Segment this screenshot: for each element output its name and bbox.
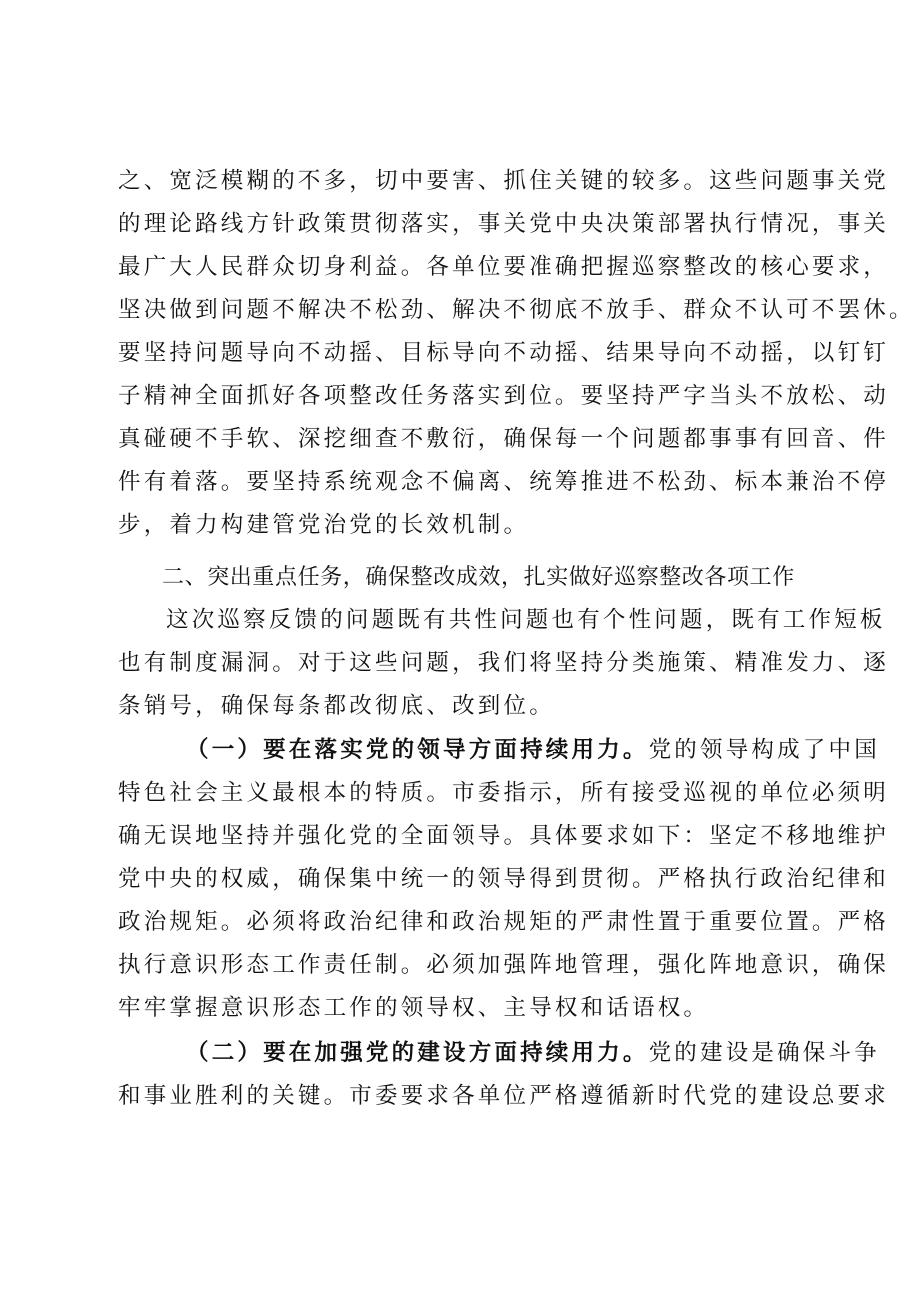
- text-line: 特色社会主义最根本的特质。市委指示，所有接受巡视的单位必须明: [118, 780, 890, 806]
- text-line: 之、宽泛模糊的不多，切中要害、抓住关键的较多。这些问题事关党: [118, 168, 890, 194]
- text-line: 条销号，确保每条都改彻底、改到位。: [118, 693, 555, 719]
- text-line: 党中央的权威，确保集中统一的领导得到贯彻。严格执行政治纪律和: [118, 866, 890, 892]
- text-line: [118, 1032, 880, 1075]
- text-line: 政治规矩。必须将政治纪律和政治规矩的严肃性置于重要位置。严格: [118, 909, 890, 935]
- text-line: 件有着落。要坚持系统观念不偏离、统筹推进不松劲、标本兼治不停: [118, 469, 890, 495]
- paragraph-party-building: [118, 1032, 890, 1118]
- text-line: [118, 729, 880, 772]
- text-fragment: 党的领导构成了中国: [648, 737, 880, 763]
- paragraph-overview: [118, 599, 890, 728]
- text-line: 步，着力构建管党治党的长效机制。: [118, 512, 530, 538]
- text-line: 和事业胜利的关键。市委要求各单位严格遵循新时代党的建设总要求: [118, 1083, 890, 1109]
- text-line: 的理论路线方针政策贯彻落实，事关党中央决策部署执行情况，事关: [118, 211, 890, 237]
- text-line: 坚决做到问题不解决不松劲、解决不彻底不放手、群众不认可不罢休。: [118, 297, 915, 323]
- text-line: 也有制度漏洞。对于这些问题，我们将坚持分类施策、精准发力、逐: [118, 650, 890, 676]
- section-heading: 二、突出重点任务，确保整改成效，扎实做好巡察整改各项工作: [162, 565, 795, 590]
- subsection-heading: （一）要在落实党的领导方面持续用力。: [186, 737, 649, 763]
- text-fragment: 党的建设是确保斗争: [648, 1040, 880, 1066]
- text-line: 这次巡察反馈的问题既有共性问题也有个性问题，既有工作短板: [166, 607, 886, 633]
- text-line: 执行意识形态工作责任制。必须加强阵地管理，强化阵地意识，确保: [118, 952, 890, 978]
- subsection-heading: （二）要在加强党的建设方面持续用力。: [186, 1040, 649, 1066]
- text-line: 牢牢掌握意识形态工作的领导权、主导权和话语权。: [118, 995, 710, 1021]
- text-line: 子精神全面抓好各项整改任务落实到位。要坚持严字当头不放松、动: [118, 383, 890, 409]
- paragraph-party-leadership: [118, 729, 890, 1030]
- text-line: 真碰硬不手软、深挖细查不敷衍，确保每一个问题都事事有回音、件: [118, 426, 890, 452]
- text-line: 确无误地坚持并强化党的全面领导。具体要求如下：坚定不移地维护: [118, 823, 890, 849]
- paragraph-continuation: [118, 160, 915, 547]
- text-line: 要坚持问题导向不动摇、目标导向不动摇、结果导向不动摇，以钉钉: [118, 340, 890, 366]
- text-line: 最广大人民群众切身利益。各单位要准确把握巡察整改的核心要求，: [118, 254, 890, 280]
